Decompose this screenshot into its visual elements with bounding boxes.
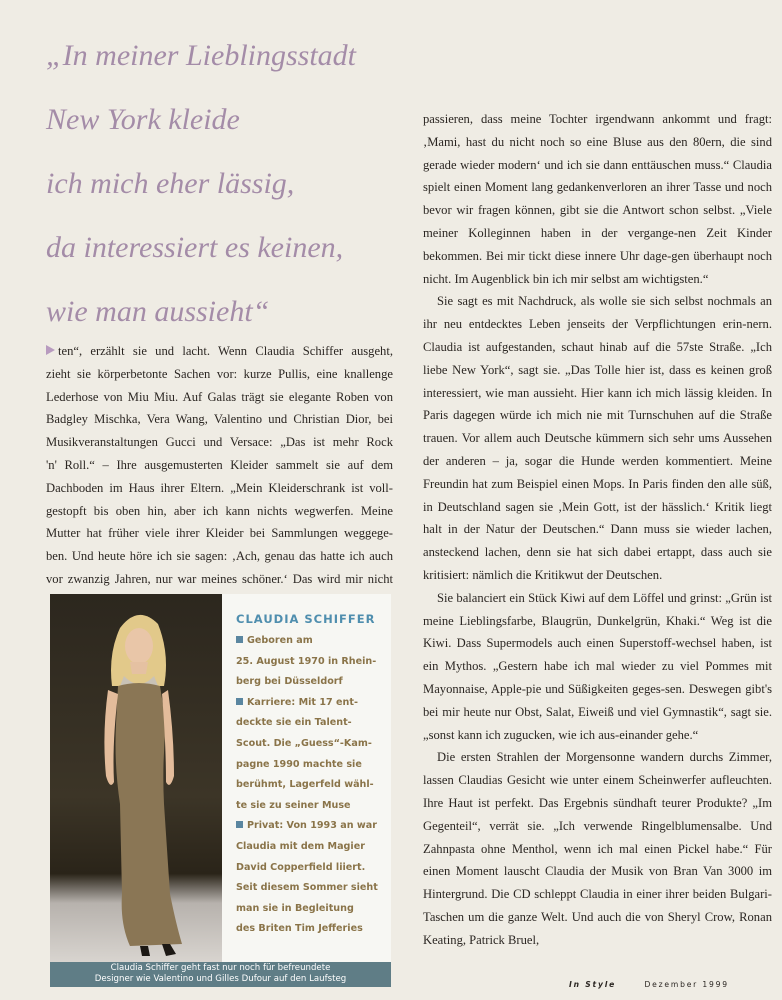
bullet-square-icon	[236, 636, 243, 643]
sidebar-line-text: man sie in Begleitung	[236, 902, 354, 914]
sidebar-line	[236, 837, 392, 858]
sidebar-line	[236, 631, 392, 652]
profile-box	[50, 594, 391, 986]
sidebar-line-text: Scout. Die „Guess“-Kam-	[236, 737, 372, 749]
left-line: 'n' Roll.“ – Ihre ausgemusterten Kleider sammelt sie auf dem	[46, 457, 393, 472]
sidebar-body	[236, 631, 392, 940]
left-line: zieht sie körperbetonte Sachen vor: kurze Pullis, eine knallenge	[46, 366, 393, 381]
sidebar-line	[236, 775, 392, 796]
left-line: gestopft bis oben hin, aber ich kann nichts wegwerfen. Meine	[46, 503, 393, 518]
sidebar-line	[236, 796, 392, 817]
sidebar-line-text: 25. August 1970 in Rhein-	[236, 655, 377, 667]
issue-date: Dezember 1999	[644, 980, 729, 989]
sidebar-line-text: Privat: Von 1993 an war	[247, 820, 377, 832]
pull-quote	[46, 36, 406, 356]
sidebar-line-text: te sie zu seiner Muse	[236, 799, 351, 811]
sidebar-line	[236, 755, 392, 776]
left-line: Dachboden im Haus ihrer Eltern. „Mein Kleiderschrank ist voll-	[46, 480, 393, 495]
sidebar-line-text: des Briten Tim Jefferies	[236, 923, 363, 935]
pull-quote-line: „In meiner Lieblingsstadt	[46, 39, 357, 72]
sidebar-line-text: David Copperfield liiert.	[236, 861, 366, 873]
caption-line: Designer wie Valentino und Gilles Dufour auf den Laufsteg	[94, 974, 347, 984]
sidebar-line	[236, 878, 392, 899]
bullet-square-icon	[236, 698, 243, 705]
left-line: vor zwanzig Jahren, nur war meines schöner.‘ Das wird mir nicht	[46, 571, 393, 586]
page-footer	[569, 980, 779, 989]
left-line: Lederhose von Miu Miu. Auf Galas trägt sie elegante Roben von	[46, 389, 393, 404]
sidebar-line-text: Karriere: Mit 17 ent-	[247, 696, 358, 708]
right-paragraph: passieren, dass meine Tochter irgendwann ankommt und fragt: ‚Mami, hast du nicht noch so eine Bluse aus den 80ern, die sind gerade wieder modern‘ und ich sie dann enttäuschen muss.“ Claudia spielt einen Moment lang gedankenverloren an ihrer Tasse und noch bevor wir fragen können, gibt sie die Antwort schon selbst. „Viele meiner Kolleginnen haben in der vergange-nen Zeit Kinder bekommen. Bei mir tickt diese innere Uhr dage-gen überhaupt noch nicht. Im Augenblick bin ich mir selbst am wichtigsten.“	[423, 112, 772, 286]
left-line: Badgley Mischka, Vera Wang, Valentino und Christian Dior, bei	[46, 412, 393, 427]
sidebar-line-text: Geboren am	[247, 635, 313, 646]
sidebar-line	[236, 652, 392, 673]
pull-quote-line: da interessiert es keinen,	[46, 231, 344, 264]
sidebar-line	[236, 672, 392, 693]
left-line: Musikveranstaltungen Gucci und Versace: „Das ist mehr Rock	[46, 435, 393, 450]
sidebar-line	[236, 919, 392, 940]
photo-caption	[50, 962, 391, 987]
sidebar-line-text: Claudia mit dem Magier	[236, 840, 365, 852]
right-paragraph: Die ersten Strahlen der Morgensonne wandern durchs Zimmer, lassen Claudias Gesicht wie unter einem Scheinwerfer aufleuchten. Ihre Haut ist perfekt. Das Ergebnis sündhaft teurer Produkte? „Im Gegenteil“, verrät sie. „Ich verwende Ringelblumensalbe. Und Zahnpasta ohne Menthol, wenn ich mal einen Pickel habe.“ Für einen Moment lauscht Claudia der Musik von Bran Van 3000 im Hintergrund. Die CD schleppt Claudia in einer ihrer beiden Bulgari-Taschen um die ganze Welt. Und auch die von Sheryl Crow, Ronan Keating, Patrick Bruel,	[423, 750, 772, 947]
sidebar-line-text: pagne 1990 machte sie	[236, 758, 362, 770]
sidebar-line	[236, 693, 392, 714]
pull-quote-line: New York kleide	[46, 103, 240, 136]
bullet-square-icon	[236, 821, 243, 828]
pull-quote-line: ich mich eher lässig,	[46, 167, 295, 200]
caption-line: Claudia Schiffer geht fast nur noch für befreundete	[110, 963, 331, 973]
magazine-name: In Style	[569, 980, 617, 989]
sidebar-line	[236, 858, 392, 879]
right-paragraph: Sie sagt es mit Nachdruck, als wolle sie sich selbst nochmals an ihr neu entdecktes Leben jenseits der Verpflichtungen erin-nern. Claudia ist aufgestanden, schaut hinab auf die 57ste Straße. „Ich liebe New York“, sagt sie. „Das Tolle hier ist, dass es keinen groß interessiert, wie man aussieht. Hier kann ich mich lässig kleiden. In Paris dagegen würde ich mich nie mit Turnschuhen auf die Straße trauen. Vor allem auch Deutsche kümmern sich sehr ums Aussehen der anderen – ja, sogar die Hunde werden kommentiert. Meine Freundin hat zum Beispiel einen Mops. In Paris finden den alle süß, in Deutschland sagen sie ‚Mein Gott, ist der hässlich.‘ Kritik liegt halt in der Natur der Deutschen.“ Dann muss sie wieder lachen, ansteckend lachen, denn sie hat sich dabei ertappt, dass auch sie kritisiert: nämlich die Kritikwut der Deutschen.	[423, 294, 772, 582]
sidebar-line-text: deckte sie ein Talent-	[236, 717, 352, 729]
sidebar-line	[236, 713, 392, 734]
model-photo	[50, 594, 222, 962]
sidebar-line-text: Seit diesem Sommer sieht	[236, 882, 378, 894]
left-line: Mutter hat früher viele ihrer Kleider bei Sammlungen weggege-	[46, 526, 393, 541]
sidebar-line-text: berühmt, Lagerfeld wähl-	[236, 779, 374, 791]
pull-quote-line: wie man aussieht“	[46, 295, 270, 328]
right-paragraph: Sie balanciert ein Stück Kiwi auf dem Löffel und grinst: „Grün ist meine Lieblingsfarbe, Blaugrün, Dunkelgrün, Khaki.“ Weg ist die Kiwi. Dass Supermodels auch einen Superstoff-wechsel haben, ist ein Mythos. „Gestern habe ich mal wieder zu viel Pommes mit Mayonnaise, Apple-pie und Süßigkeiten geges-sen. Deswegen gibt's bei mir heute nur Obst, Salat, Eiweiß und viel Gymnastik“, sagt sie. „sonst kann ich zugucken, wie ich aus-einander gehe.“	[423, 590, 772, 742]
left-line: ten“, erzählt sie und lacht. Wenn Claudia Schiffer ausgeht,	[58, 344, 393, 358]
sidebar-line	[236, 816, 392, 837]
model-figure-image	[50, 594, 222, 962]
sidebar-line-text: berg bei Düsseldorf	[236, 676, 343, 688]
profile-sidebar	[222, 594, 391, 962]
right-column	[423, 108, 772, 951]
left-line: ben. Und heute höre ich sie sagen: ‚Ach, genau das hatte ich auch	[46, 549, 393, 564]
left-column	[46, 340, 393, 591]
continuation-triangle-icon	[46, 345, 55, 355]
sidebar-title: CLAUDIA SCHIFFER	[236, 612, 376, 626]
sidebar-line	[236, 899, 392, 920]
left-paragraph	[46, 340, 393, 363]
sidebar-line	[236, 734, 392, 755]
